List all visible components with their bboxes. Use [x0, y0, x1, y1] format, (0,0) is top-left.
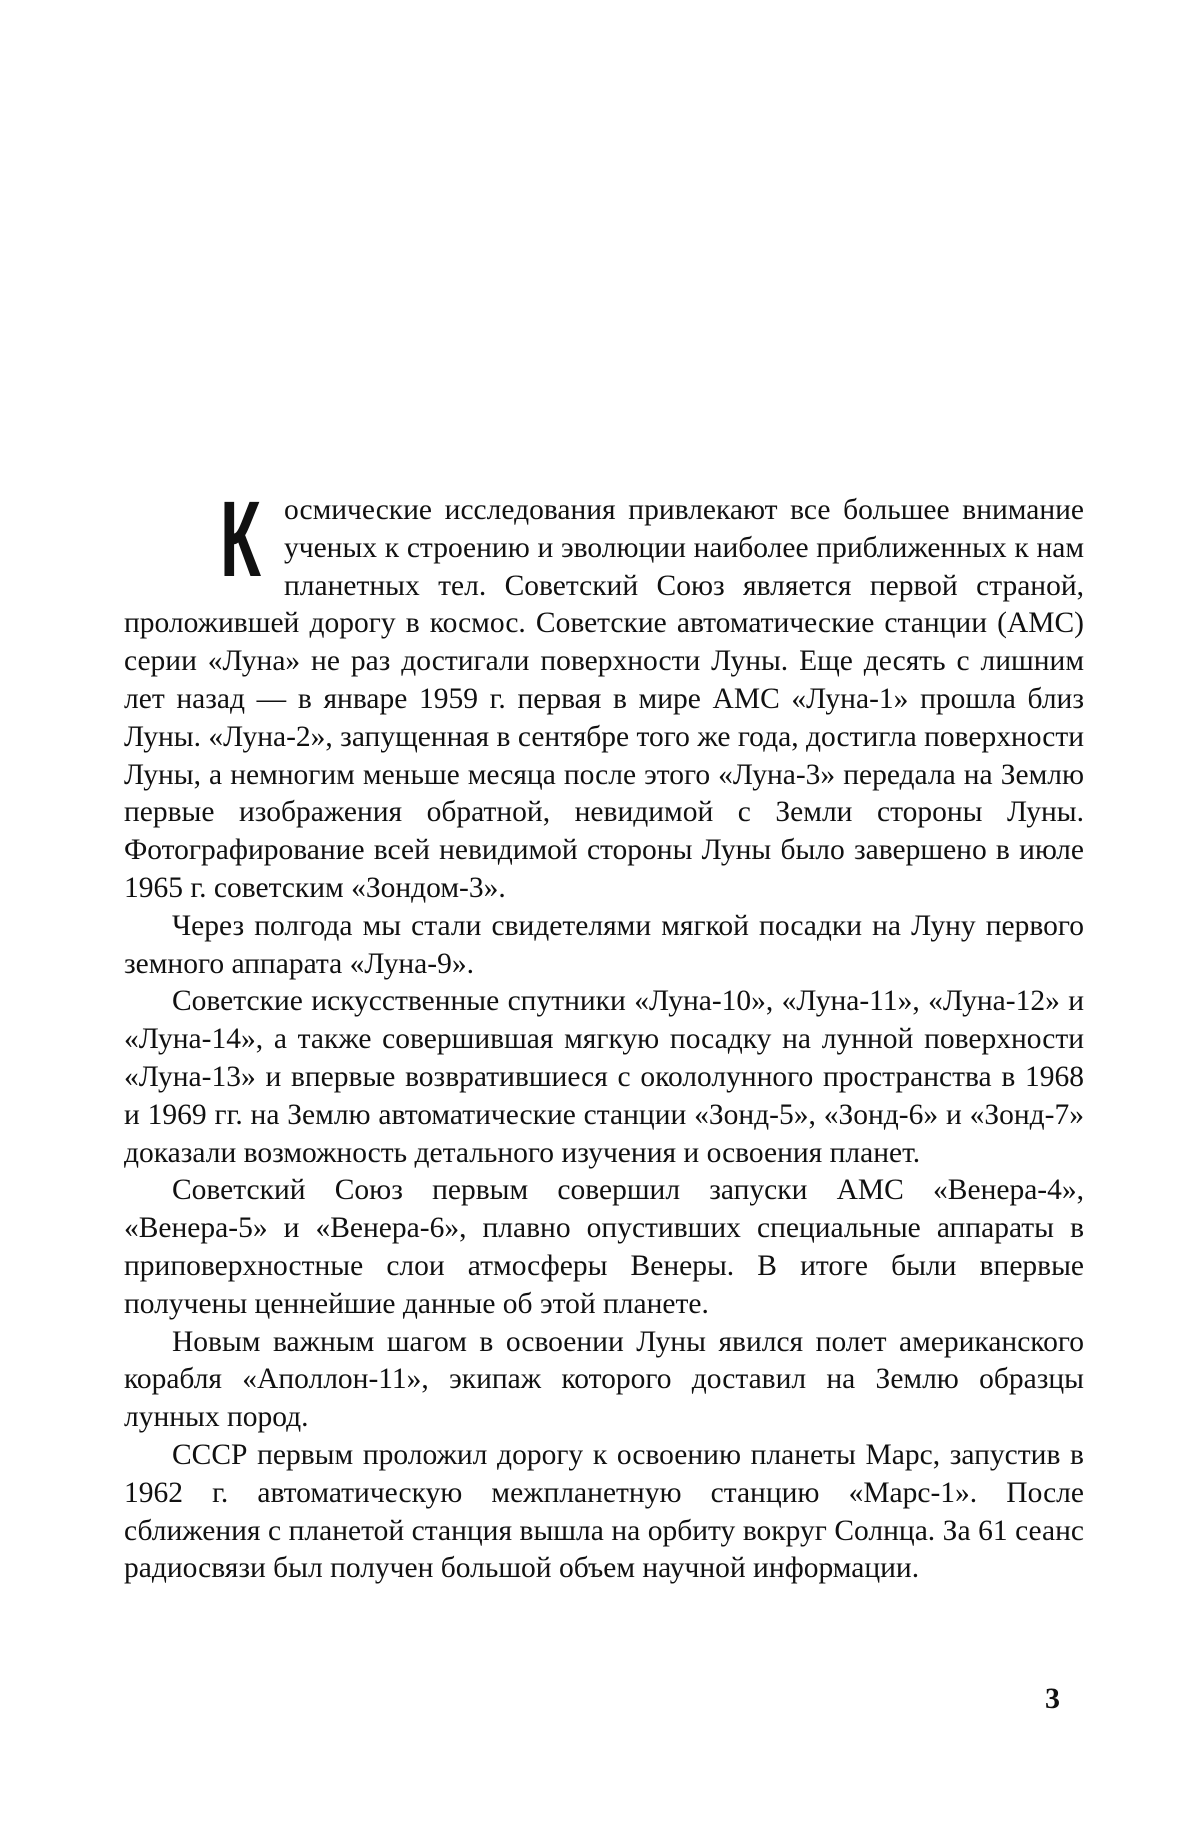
paragraph-6: СССР первым проложил дорогу к освоению планеты Марс, запустив в 1962 г. автоматическую межпланетную станцию «Марс-1». После сближения с планетой станция вышла на орбиту вокруг Солнца. За 61 сеанс радиосвязи был получен большой объем научной информации. [124, 1438, 1084, 1585]
page-body [124, 478, 1084, 1588]
paragraph-2: Через полгода мы стали свидетелями мягкой посадки на Луну первого земного аппарата «Луна-9». [124, 909, 1084, 980]
paragraph-5: Новым важным шагом в освоении Луны явился полет американского корабля «Аполлон-11», экипаж которого доставил на Землю образцы лунных пород. [124, 1325, 1084, 1434]
paragraph-3: Советские искусственные спутники «Луна-10», «Луна-11», «Луна-12» и «Луна-14», а также совершившая мягкую посадку на лунной поверхности «Луна-13» и впервые возвратившиеся с окололунного пространства в 1968 и 1969 гг. на Землю автоматические станции «Зонд-5», «Зонд-6» и «Зонд-7» доказали возможность детального изучения и освоения планет. [124, 985, 1084, 1169]
page-number: 3 [1045, 1682, 1060, 1715]
paragraph-4: Советский Союз первым совершил запуски АМС «Венера-4», «Венера-5» и «Венера-6», плавно опустивших специальные аппараты в приповерхностные слои атмосферы Венеры. В итоге были впервые получены ценнейшие данные об этой планете. [124, 1174, 1084, 1320]
drop-cap: К [220, 478, 259, 599]
paragraph-1-text: осмические исследования привлекают все большее внимание ученых к строению и эволюции наиболее приближенных к нам планетных тел. Советский Союз является первой страной, проложившей дорогу в космос. Советские автоматические станции (АМС) серии «Луна» не раз достигали поверхности Луны. Еще десять с лишним лет назад — в январе 1959 г. первая в мире АМС «Луна-1» прошла близ Луны. «Луна-2», запущенная в сентябре того же года, достигла поверхности Луны, а немногим меньше месяца после этого «Луна-3» передала на Землю первые изображения обратной, невидимой с Земли стороны Луны. Фотографирование всей невидимой стороны Луны было завершено в июле 1965 г. советским «Зондом-3». [124, 494, 1084, 904]
paragraph-1 [124, 478, 1084, 908]
